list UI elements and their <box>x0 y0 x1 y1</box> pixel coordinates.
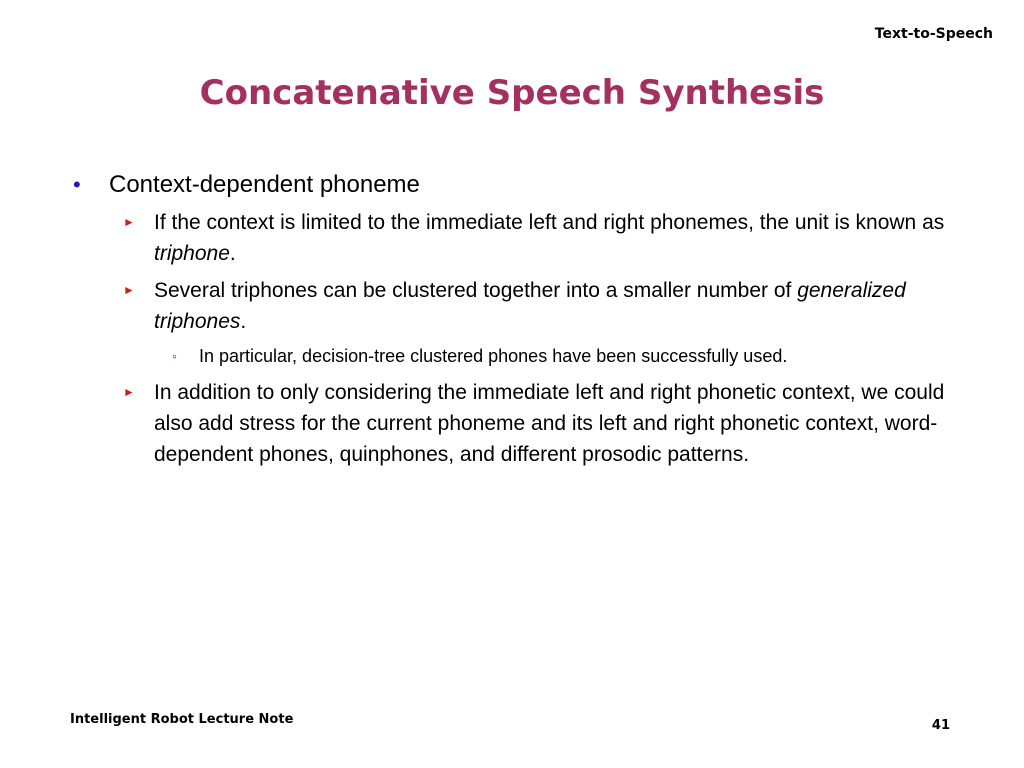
bullet-italic-term: triphone <box>154 242 230 265</box>
bullet-level1 <box>73 168 969 202</box>
bullet-level2 <box>123 207 954 269</box>
bullet-italic-term: generalized triphones <box>154 279 906 333</box>
bullet-text-end: . <box>240 310 247 333</box>
page-number: 41 <box>931 718 950 733</box>
bullet-text: Several triphones can be clustered together into a smaller number of <box>154 279 798 302</box>
bullet-level2 <box>123 377 954 470</box>
bullet-text: Context-dependent phoneme <box>109 171 420 198</box>
slide-content <box>0 168 1024 476</box>
footer-course-label: Intelligent Robot Lecture Note <box>70 712 294 727</box>
hollow-circle-bullet-icon: ◦ <box>172 348 177 364</box>
header-label: Text-to-Speech <box>874 26 993 42</box>
round-bullet-icon: • <box>73 172 81 197</box>
bullet-text: If the context is limited to the immediate left and right phonemes, the unit is known as <box>154 211 945 234</box>
bullet-text-end: . <box>229 242 236 265</box>
bullet-text: In particular, decision-tree clustered phones have been successfully used. <box>199 346 788 366</box>
triangle-arrow-bullet-icon: ► <box>123 215 135 229</box>
bullet-text: In addition to only considering the immediate left and right phonetic context, we could also add stress for the current phoneme and its left and right phonetic context, word-dependent phones, quinphones, and different prosodic patterns. <box>154 381 945 466</box>
bullet-level2 <box>123 275 954 337</box>
bullet-level3 <box>172 343 979 369</box>
triangle-arrow-bullet-icon: ► <box>123 385 135 399</box>
triangle-arrow-bullet-icon: ► <box>123 283 135 297</box>
slide-title: Concatenative Speech Synthesis <box>199 73 825 113</box>
